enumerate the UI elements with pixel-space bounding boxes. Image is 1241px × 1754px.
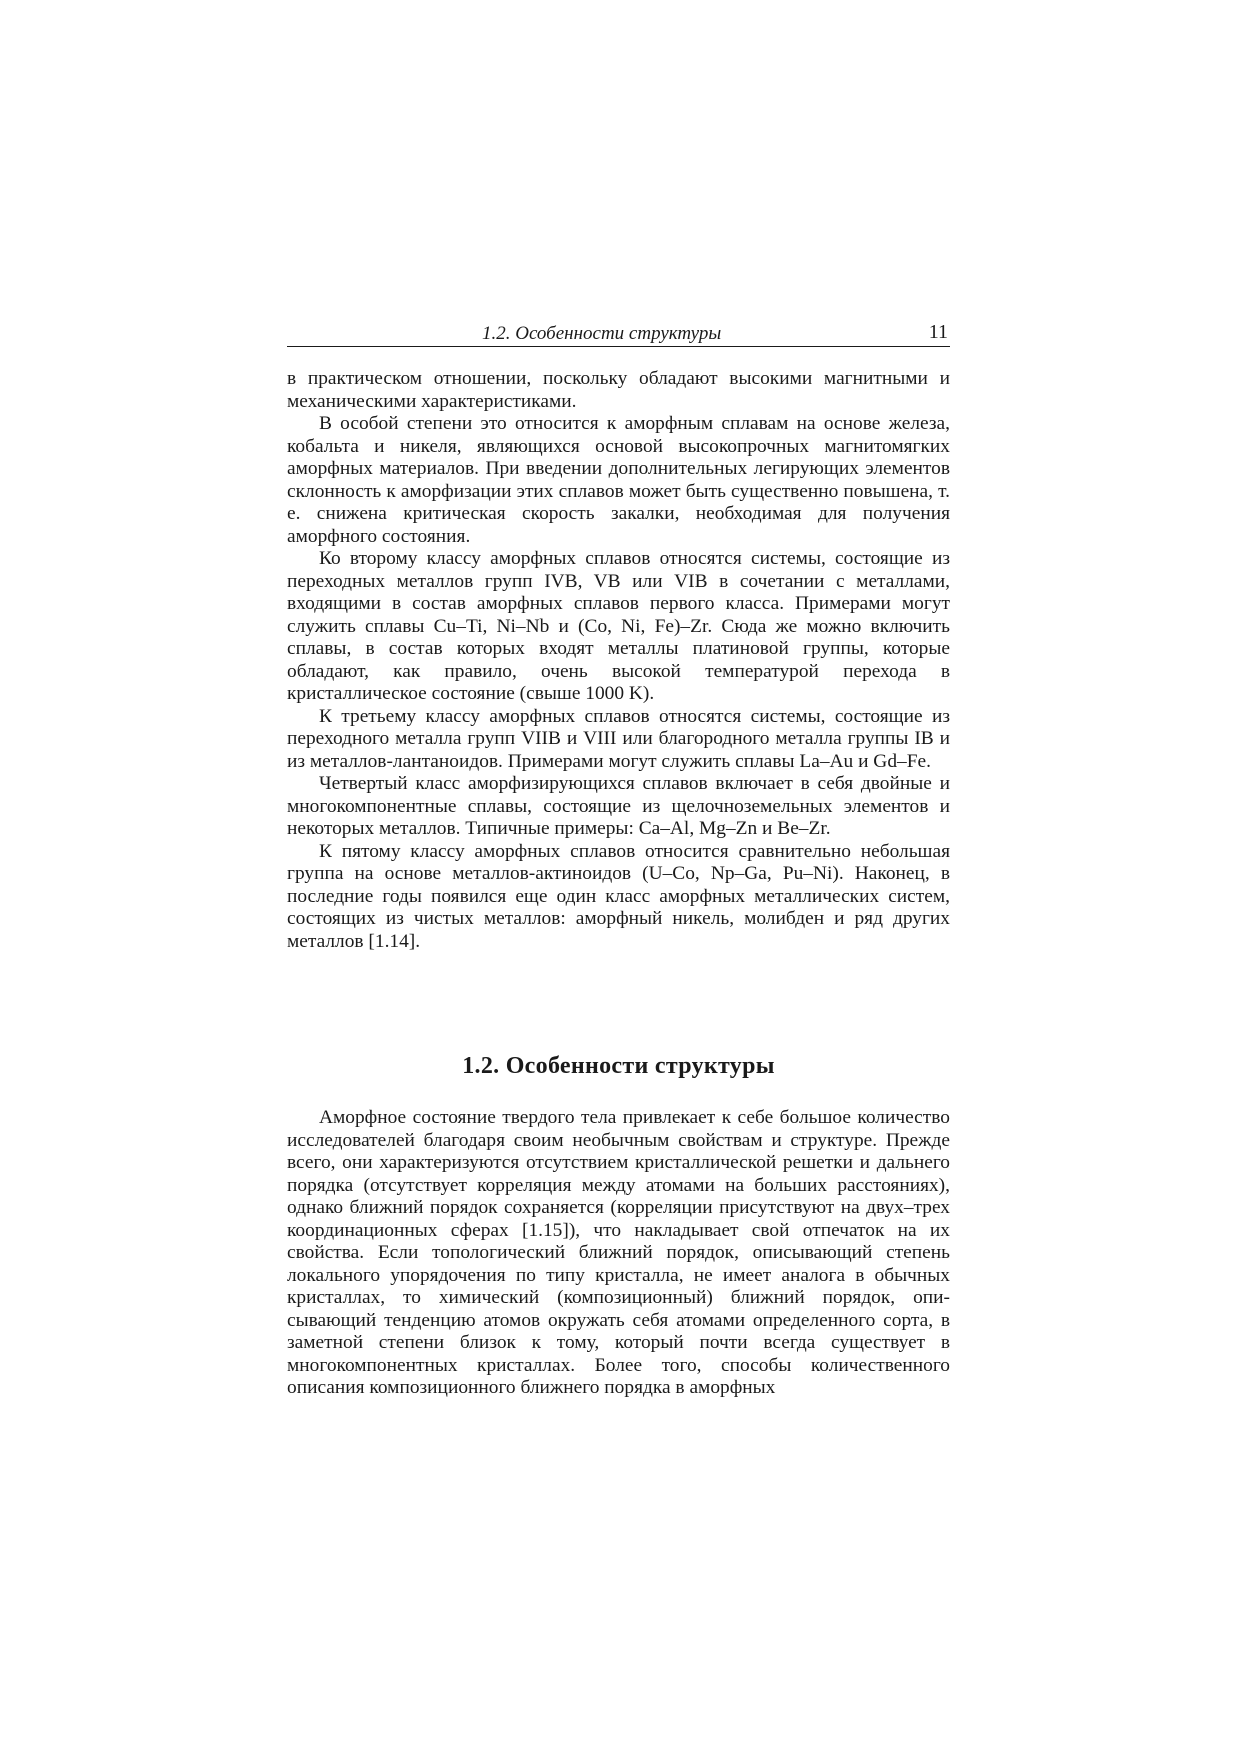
paragraph-fifth-class: К пятому классу аморфных сплавов относится сравнительно небольшая группа на основе металлов-актиноидов (U–Co, Np–Ga, Pu–Ni). Наконец, в последние годы появился еще один класс аморфных металлических систем, состоящих из чистых металлов: аморфный никель, молибден и ряд других металлов [1.14]. <box>287 840 950 952</box>
paragraph-first-class: В особой степени это относится к аморфным сплавам на основе железа, кобальта и никеля, являющихся основой высокопрочных магнитомягких аморфных материалов. При введении дополнительных легирующих элементов склонность к аморфизации этих сплавов может быть существенно повышена, т. е. снижена критическая скорость закалки, необходимая для получения аморфного состояния. <box>287 413 950 547</box>
paragraph-fourth-class: Четвертый класс аморфизирующихся сплавов включает в себя двойные и многокомпонентные сплавы, состоящие из щелочноземельных элементов и некоторых металлов. Типичные примеры: Ca–Al, Mg–Zn и Be–Zr. <box>287 773 950 839</box>
page-header <box>287 320 950 347</box>
running-title: 1.2. Особенности структуры <box>482 323 722 344</box>
paragraph-continued: в практическом отношении, поскольку обладают высокими магнитными и механическими характеристиками. <box>287 368 950 412</box>
body-text-bottom <box>287 1107 950 1400</box>
body-text-top <box>287 368 950 953</box>
section-title: 1.2. Особенности структуры <box>462 1053 775 1079</box>
page-number: 11 <box>928 321 948 343</box>
paragraph-second-class: Ко второму классу аморфных сплавов относятся системы, состоящие из переходных металлов групп IVB, VB или VIB в сочетании с металлами, входящими в состав аморфных сплавов первого класса. Примерами могут служить сплавы Cu–Ti, Ni–Nb и (Co, Ni, Fe)–Zr. Сюда же можно включить сплавы, в состав которых входят металлы платиновой группы, которые обладают, как правило, очень высокой температурой перехода в кристаллическое состояние (свыше 1000 K). <box>287 548 950 704</box>
paragraph-third-class: К третьему классу аморфных сплавов относятся системы, состоящие из переходного металла групп VIIB и VIII или благородного металла группы IB и из металлов-лантаноидов. Примерами могут служить сплавы La–Au и Gd–Fe. <box>287 705 950 772</box>
paragraph-amorphous-state: Аморфное состояние твердого тела привлекает к себе большое количество исследователей благодаря своим необычным свойствам и структуре. Прежде всего, они характеризуются отсутствием кристаллической решетки и дальнего порядка (отсутствует корреляция между атомами на больших расстояниях), однако ближний порядок сохраняется (корреляции присутствуют на двух–трех координационных сферах [1.15]), что накладывает свой отпечаток на их свойства. Если топологический ближний порядок, описывающий степень локального упорядочения по типу кристалла, не имеет аналога в обычных кристаллах, то химический (композиционный) ближний порядок, описывающий тенденцию атомов окружать себя атомами определенного сорта, в заметной степени близок к тому, который почти всегда существует в многокомпонентных кристаллах. Более того, способы количественного описания композиционного ближнего порядка в аморфных <box>287 1107 950 1398</box>
